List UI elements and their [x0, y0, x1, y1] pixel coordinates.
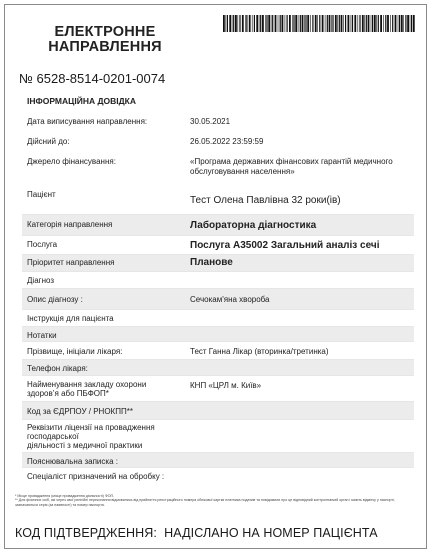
- row-doctor-name: [22, 342, 414, 360]
- row-value: Планове: [190, 257, 233, 268]
- row-label: Опис діагнозу :: [27, 295, 83, 304]
- footnote-1: * Місце провадження (місце провадження діяльності) ФОП.: [15, 494, 115, 498]
- document-number: № 6528-8514-0201-0074: [19, 71, 166, 86]
- referral-document: [4, 4, 427, 549]
- row-explanatory-note: [22, 453, 414, 468]
- row-diagnosis-description: [22, 289, 414, 310]
- row-value: Лабораторна діагностика: [190, 220, 317, 231]
- row-label-line: діяльності з медичної практики: [27, 441, 143, 450]
- row-priority: [22, 255, 414, 272]
- row-label-line: господарської: [27, 432, 79, 441]
- funding-label: Джерело фінансування:: [27, 157, 116, 166]
- row-value: Послуга A35002 Загальний аналіз сечі: [190, 240, 380, 251]
- row-patient-instruction: [22, 310, 414, 327]
- row-label: Інструкція для пацієнта: [27, 314, 114, 323]
- valid-until-label: Дійсний до:: [27, 137, 70, 146]
- row-label: Діагноз: [27, 276, 55, 285]
- document-title-line2: НАПРАВЛЕННЯ: [48, 39, 162, 55]
- row-edrpou: [22, 402, 414, 420]
- row-label-line: Реквізити ліцензії на провадження: [27, 423, 155, 432]
- row-label-line: здоров’я або ПБФОП*: [27, 389, 109, 398]
- document-title-line1: ЕЛЕКТРОННЕ: [54, 24, 156, 40]
- row-label: Спеціаліст призначений на обробку :: [27, 472, 165, 481]
- footnote-2: ** Для фізичних осіб, які через свої релігійні переконання відмовились від прийняття реєстраційного номера облікової картки платника податків та повідомили про це відповідний контролюючий орган і мають відмітку у паспорті, зазначаються серія (за наявності) та номер паспорта.: [15, 498, 395, 507]
- issue-date-label: Дата виписування направлення:: [27, 117, 148, 126]
- row-diagnosis: [22, 272, 414, 289]
- document-title: [45, 25, 165, 55]
- row-label: [27, 380, 146, 398]
- valid-until-value: 26.05.2022 23:59:59: [190, 137, 264, 146]
- row-label: Телефон лікаря:: [27, 364, 88, 373]
- row-license: [22, 420, 414, 453]
- confirmation-value: НАДІСЛАНО НА НОМЕР ПАЦІЄНТА: [164, 526, 378, 540]
- row-value: КНП «ЦРЛ м. Київ»: [190, 381, 262, 390]
- row-assigned-specialist: [22, 468, 414, 485]
- row-service: [22, 236, 414, 255]
- confirmation-label: КОД ПІДТВЕРДЖЕННЯ:: [15, 526, 157, 540]
- issue-date-value: 30.05.2021: [190, 117, 231, 126]
- funding-value: «Програма державних фінансових гарантій медичного обслуговування населення»: [190, 157, 393, 176]
- row-doctor-phone: [22, 360, 414, 376]
- footnotes: [15, 494, 417, 507]
- row-label: Пріоритет направлення: [27, 258, 115, 267]
- row-label: Категорія направлення: [27, 220, 113, 229]
- row-facility: [22, 376, 414, 402]
- row-label: Пацієнт: [27, 190, 56, 199]
- row-value: Тест Ганна Лікар (вторинка/третинка): [190, 347, 329, 356]
- row-label: Прізвище, ініціали лікаря:: [27, 347, 123, 356]
- row-label: Код за ЄДРПОУ / РНОКПП**: [27, 407, 133, 416]
- row-patient: [22, 187, 414, 215]
- barcode: [223, 15, 415, 32]
- row-label-line: Найменування закладу охорони: [27, 380, 147, 389]
- row-label: Послуга: [27, 240, 58, 249]
- row-label: Пояснювальна записка :: [27, 457, 118, 466]
- row-label: [27, 423, 155, 450]
- row-notes: [22, 327, 414, 342]
- row-value: Сечокам'яна хвороба: [190, 295, 270, 304]
- row-category: [22, 215, 414, 236]
- row-value: Тест Олена Павлівна 32 роки(ів): [190, 195, 341, 206]
- confirmation-code: [15, 526, 378, 540]
- row-label: Нотатки: [27, 331, 57, 340]
- section-title: ІНФОРМАЦІЙНА ДОВІДКА: [27, 96, 137, 106]
